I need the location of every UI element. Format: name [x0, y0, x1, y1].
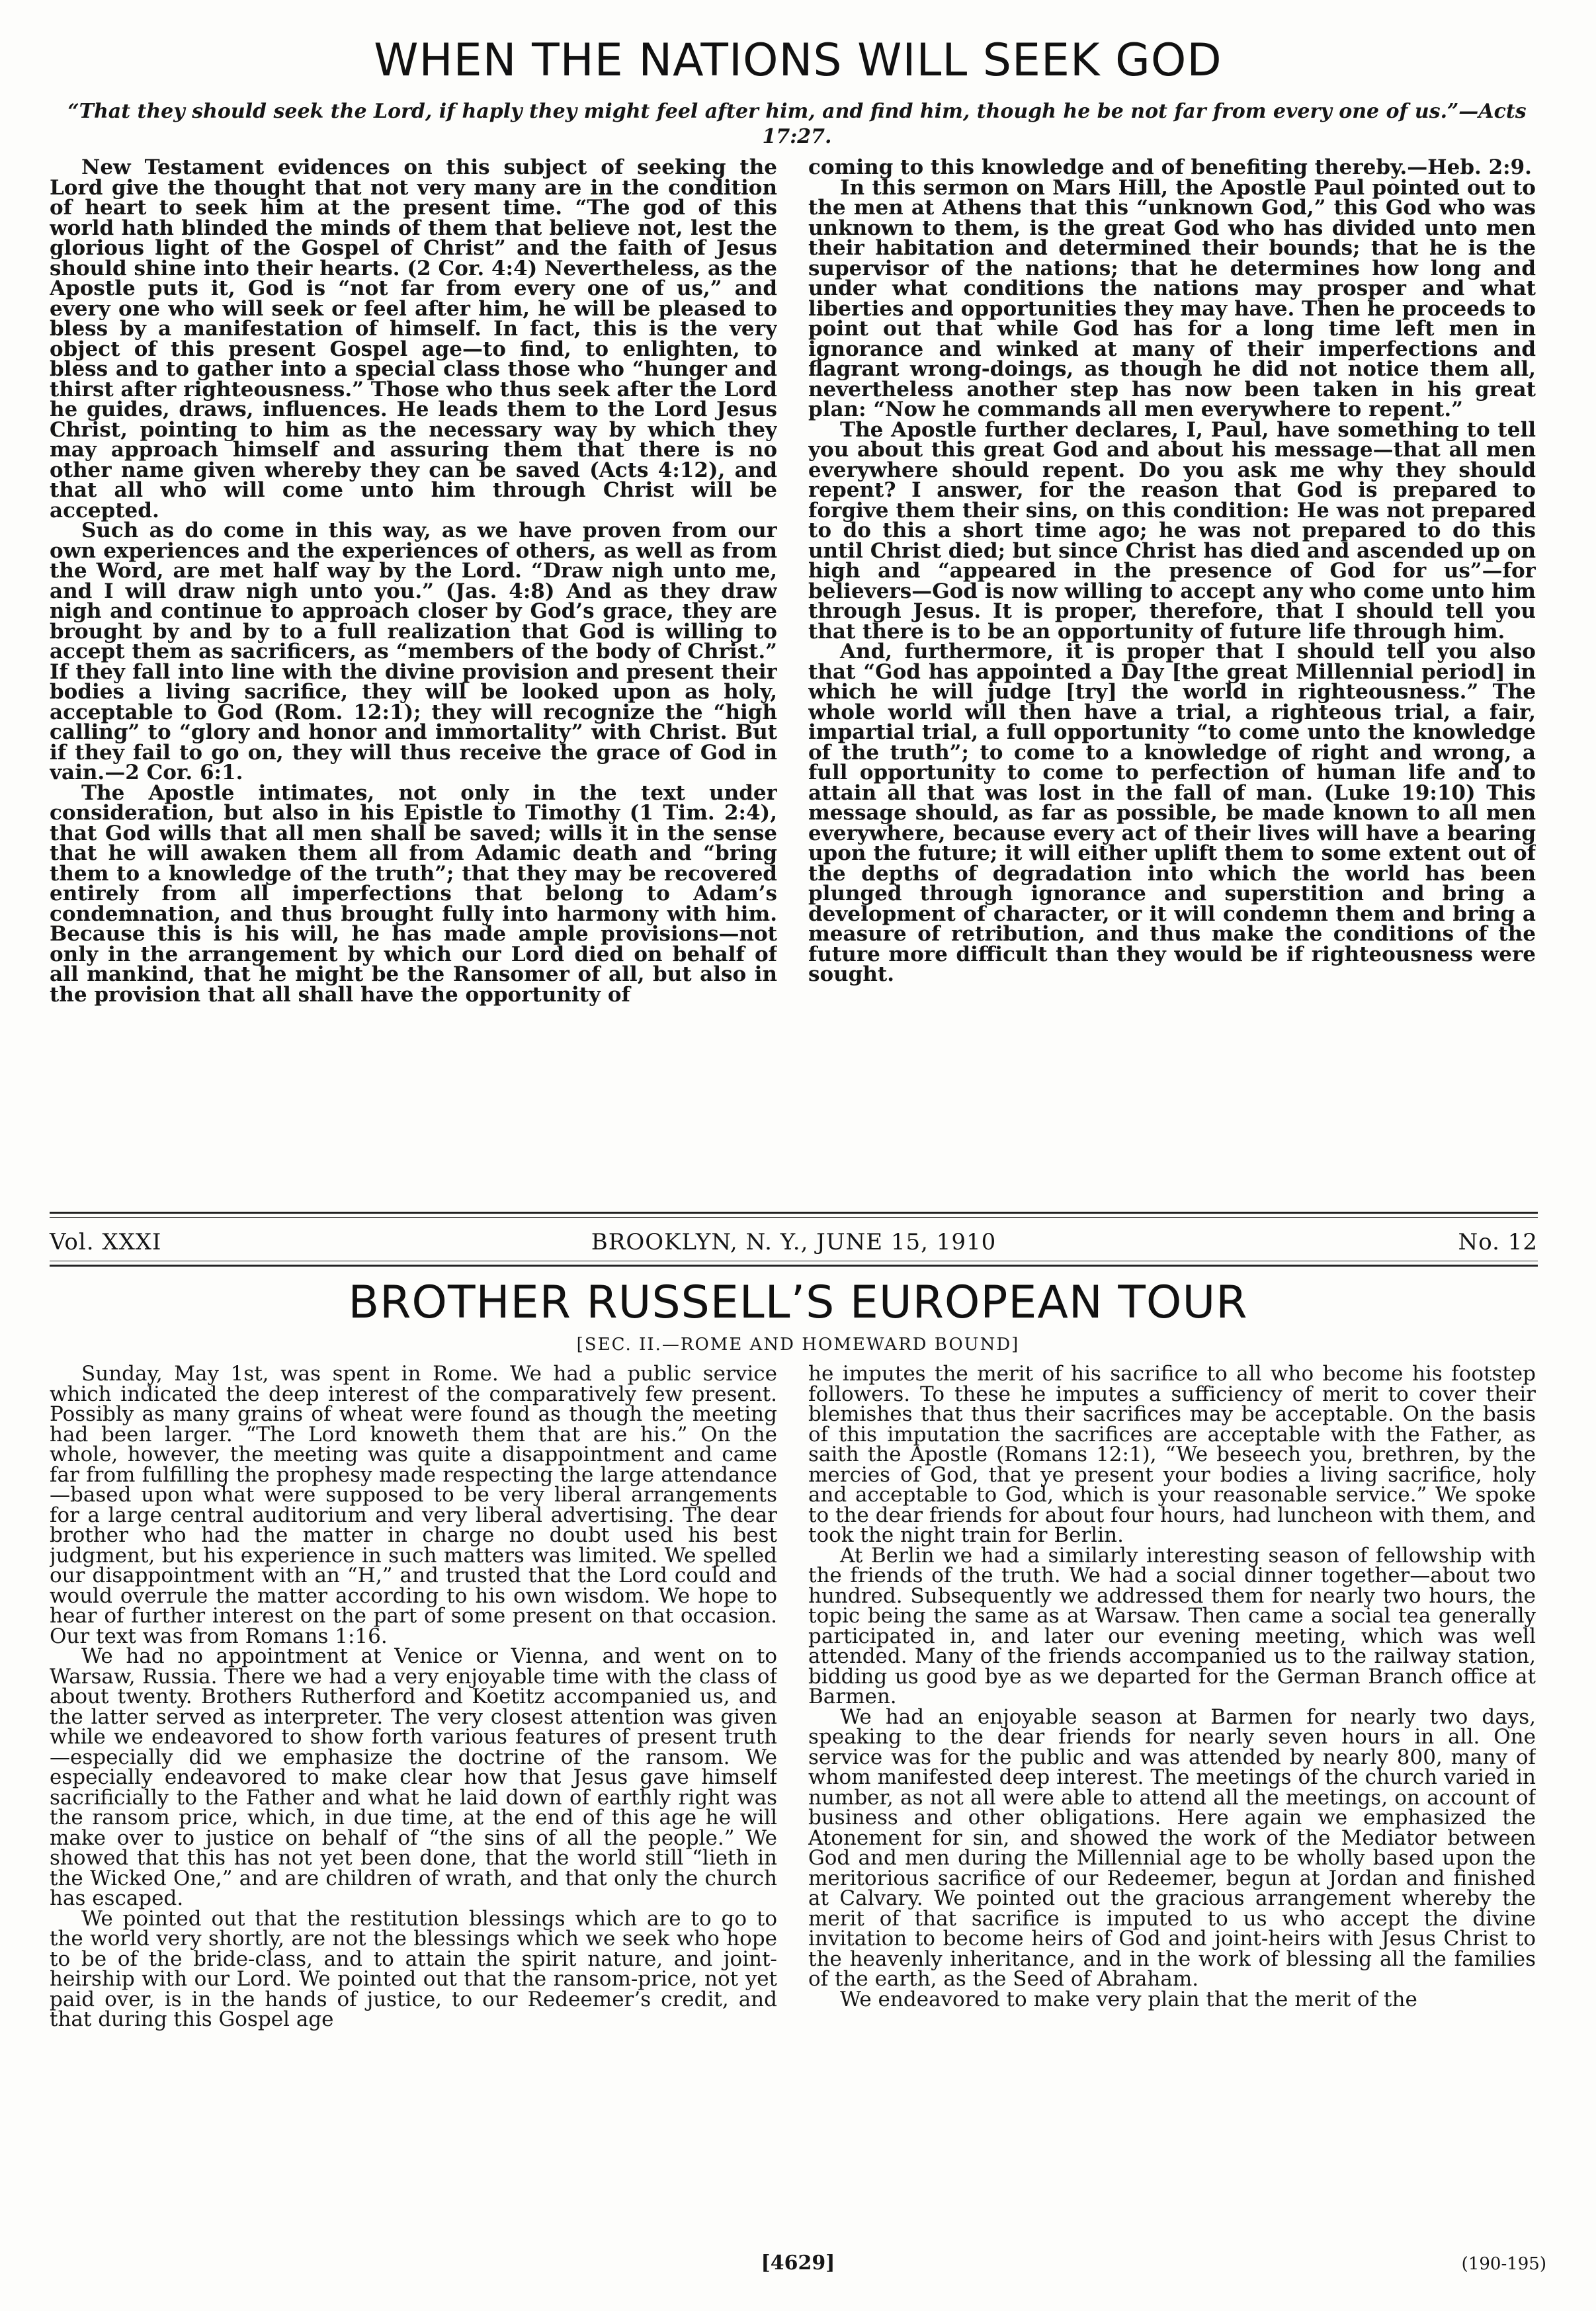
masthead-rule-bottom [50, 1265, 1538, 1267]
paragraph: coming to this knowledge and of benefiting thereby.—Heb. 2:9. [808, 157, 1532, 179]
paragraph: The Apostle intimates, not only in the text under consideration, but also in his Epistle to Timothy (1 Tim. 2:4), that God wills that all men shall be saved; wills it in the sense that he will awaken them all from Adamic death and “bring them to a knowledge of the truth”; that they may be recovered entirely from all imperfections that belong to Adam’s condemnation, and thus brought fully into harmony with him. Because this is his will, he has made ample provisions—not only in the arrangement by which our Lord died on behalf of all mankind, that he might be the Ransomer of all, but also in the provision that all shall have the opportunity of [50, 780, 777, 1007]
paragraph: We endeavored to make very plain that the merit of the [840, 1987, 1417, 2011]
paragraph: And, furthermore, it is proper that I should tell you also that “God has appointed a Day [the great Millennial period] in which he will judge [try] the world in righteousness.” The whole world will then have a trial, a righteous trial, a fair, impartial trial, a full opportunity “to come unto the knowledge of the truth”; to come to a knowledge of right and wrong, a full opportunity to come to perfection of human life and to attain all that was lost in the fall of man. (Luke 19:10) This message should, as far as possible, be made known to all men everywhere, because every act of their lives will have a bearing upon the future; it will either uplift them to some extent out of the depths of degradation into which the world has been plunged through ignorance and superstition and bring a development of character, or it will condemn them and bring a measure of retribution, and thus make the conditions of the future more difficult than they would be if righteousness were sought. [808, 640, 1536, 986]
issue-number: No. 12 [1458, 1229, 1538, 1255]
article2-column-left [50, 1364, 777, 2225]
article1-column-right [808, 157, 1536, 1202]
page-number: [4629] [761, 2251, 835, 2275]
paragraph: The Apostle further declares, I, Paul, have something to tell you about this great God and about his message—that all men everywhere should repent. Do you ask me why they should repent? I answer, for the reason that God is prepared to forgive them their sins, on this condition: He was not prepared to do this a short time ago; he was not prepared to do this until Christ died; but since Christ has died and ascended up on high and “appeared in the presence of God for us”—for believers—God is now willing to accept any who come unto him through Jesus. It is proper, therefore, that I should tell you that there is to be an opportunity of future life through him. [808, 417, 1536, 644]
paragraph: We pointed out that the restitution blessings which are to go to the world very shortly, are not the blessings which we seek who hope to be of the bride-class, and to attain the spirit nature, and joint-heirship with our Lord. We pointed out that the ransom-price, not yet paid over, is in the hands of justice, to our Redeemer’s credit, and that during this Gospel age [50, 1906, 777, 2031]
paragraph: Sunday, May 1st, was spent in Rome. We had a public service which indicated the deep interest of the comparatively few present. Possibly as many grains of wheat were found as though the meeting had been larger. “The Lord knoweth them that are his.” On the whole, however, the meeting was quite a disappointment and came far from fulfilling the prophesy made respecting the large attendance—based upon what were supposed to be very liberal arrangements for a large central auditorium and very liberal advertising. The dear brother who had the matter in charge no doubt used his best judgment, but his experience in such matters was limited. We spelled our disappointment with an “H,” and trusted that the Lord could and would overrule the matter according to his own wisdom. We hope to hear of further interest on the part of some present on that occasion. Our text was from Romans 1:16. [50, 1364, 777, 1648]
masthead-rule-top [50, 1212, 1538, 1214]
article-title: BROTHER RUSSELL’S EUROPEAN TOUR [348, 1277, 1248, 1329]
place-date: BROOKLYN, N. Y., JUNE 15, 1910 [591, 1229, 997, 1255]
paragraph: We had no appointment at Venice or Vienna, and went on to Warsaw, Russia. There we had a very enjoyable time with the class of about twenty. Brothers Rutherford and Koetitz accompanied us, and the latter served as interpreter. The very closest attention was given while we endeavored to show forth various features of present truth—especially did we emphasize the doctrine of the ransom. We especially endeavored to make clear how that Jesus gave himself sacrificially to the Father and what he laid down of earthly right was the ransom price, which, in due time, at the end of this age he will make over to justice on behalf of “the sins of all the people.” We showed that this has not yet been done, that the world still “lieth in the Wicked One,” and are children of wrath, and that only the church has escaped. [50, 1644, 777, 1910]
article1-column-left [50, 157, 777, 1202]
article2-column-right [808, 1364, 1536, 2225]
article-title: WHEN THE NATIONS WILL SEEK GOD [374, 34, 1222, 87]
section-subtitle: [SEC. II.—ROME AND HOMEWARD BOUND] [576, 1335, 1020, 1355]
paragraph: At Berlin we had a similarly interesting season of fellowship with the friends of the truth. We had a social dinner together—about two hundred. Subsequently we addressed them for nearly two hours, the topic being the same as at Warsaw. Then came a social tea generally participated in, and later our evening meeting, which was well attended. Many of the friends accompanied us to the railway station, bidding us good bye as we departed for the German Branch office at Barmen. [808, 1543, 1536, 1708]
paragraph: We had an enjoyable season at Barmen for nearly two days, speaking to the dear friends for nearly seven hours in all. One service was for the public and was attended by nearly 800, many of whom manifested deep interest. The meetings of the church varied in number, as not all were able to attend all the meetings, on account of business and other obligations. Here again we emphasized the Atonement for sin, and showed the work of the Mediator between God and men during the Millennial age to be wholly based upon the meritorious sacrifice of our Redeemer, begun at Jordan and finished at Calvary. We pointed out the gracious arrangement whereby the merit of that sacrifice is imputed to us who accept the divine invitation to become heirs of God and joint-heirs with Jesus Christ to the heavenly inheritance, and in the work of blessing all the families of the earth, as the Seed of Abraham. [808, 1704, 1536, 1991]
epigraph: “That they should seek the Lord, if haply they might feel after him, and find him, though he be not far from every one of us.”—Acts 17:27. [67, 100, 1527, 148]
paragraph: he imputes the merit of his sacrifice to all who become his footstep followers. To these he imputes a sufficiency of merit to cover their blemishes that thus their sacrifices may be acceptable. On the basis of this imputation the sacrifices are acceptable with the Father, as saith the Apostle (Romans 12:1), “We beseech you, brethren, by the mercies of God, that ye present your bodies a living sacrifice, holy and acceptable to God, which is your reasonable service.” We spoke to the dear friends for about four hours, had luncheon with them, and took the night train for Berlin. [808, 1364, 1536, 1547]
paragraph: New Testament evidences on this subject of seeking the Lord give the thought that not very many are in the condition of heart to seek him at the present time. “The god of this world hath blinded the minds of them that believe not, lest the glorious light of the Gospel of Christ” and the faith of Jesus should shine into their hearts. (2 Cor. 4:4) Nevertheless, as the Apostle puts it, God is “not far from every one of us,” and every one who will seek or feel after him, he will be pleased to bless by a manifestation of himself. In fact, this is the very object of this present Gospel age—to find, to enlighten, to bless and to gather into a special class those who “hunger and thirst after righteousness.” Those who thus seek after the Lord he guides, draws, influences. He leads them to the Lord Jesus Christ, pointing to him as the necessary way by which they may approach himself and assuring them that there is no other name given whereby they can be saved (Acts 4:12), and that all who will come unto him through Christ will be accepted. [50, 157, 777, 523]
paragraph: In this sermon on Mars Hill, the Apostle Paul pointed out to the men at Athens that this “unknown God,” this God who was unknown to them, is the great God who has divided unto men their habitation and determined their bounds; that he is the supervisor of the nations; that he determines how long and under what conditions the nations may prosper and what liberties and opportunities they may have. Then he proceeds to point out that while God has for a long time left men in ignorance and winked at many of their imperfections and flagrant wrong-doings, as though he did not notice them all, nevertheless another step has now been taken in his great plan: “Now he commands all men everywhere to repent.” [808, 175, 1536, 421]
page-reference: (190-195) [1461, 2254, 1546, 2274]
masthead-rule-top-thin [50, 1217, 1538, 1218]
volume-label: Vol. XXXI [50, 1229, 162, 1255]
paragraph: Such as do come in this way, as we have proven from our own experiences and the experiences of others, as well as from the Word, are met half way by the Lord. “Draw nigh unto me, and I will draw nigh unto you.” (Jas. 4:8) And as they draw nigh and continue to approach closer by God’s grace, they are brought by and by to a full realization that God is willing to accept them as sacrificers, as “members of the body of Christ.” If they fall into line with the divine provision and present their bodies a living sacrifice, they will be looked upon as holy, acceptable to God (Rom. 12:1); they will recognize the “high calling” to “glory and honor and immortality” with Christ. But if they fail to go on, they will thus receive the grace of God in vain.—2 Cor. 6:1. [50, 519, 777, 784]
masthead [50, 1229, 1538, 1255]
